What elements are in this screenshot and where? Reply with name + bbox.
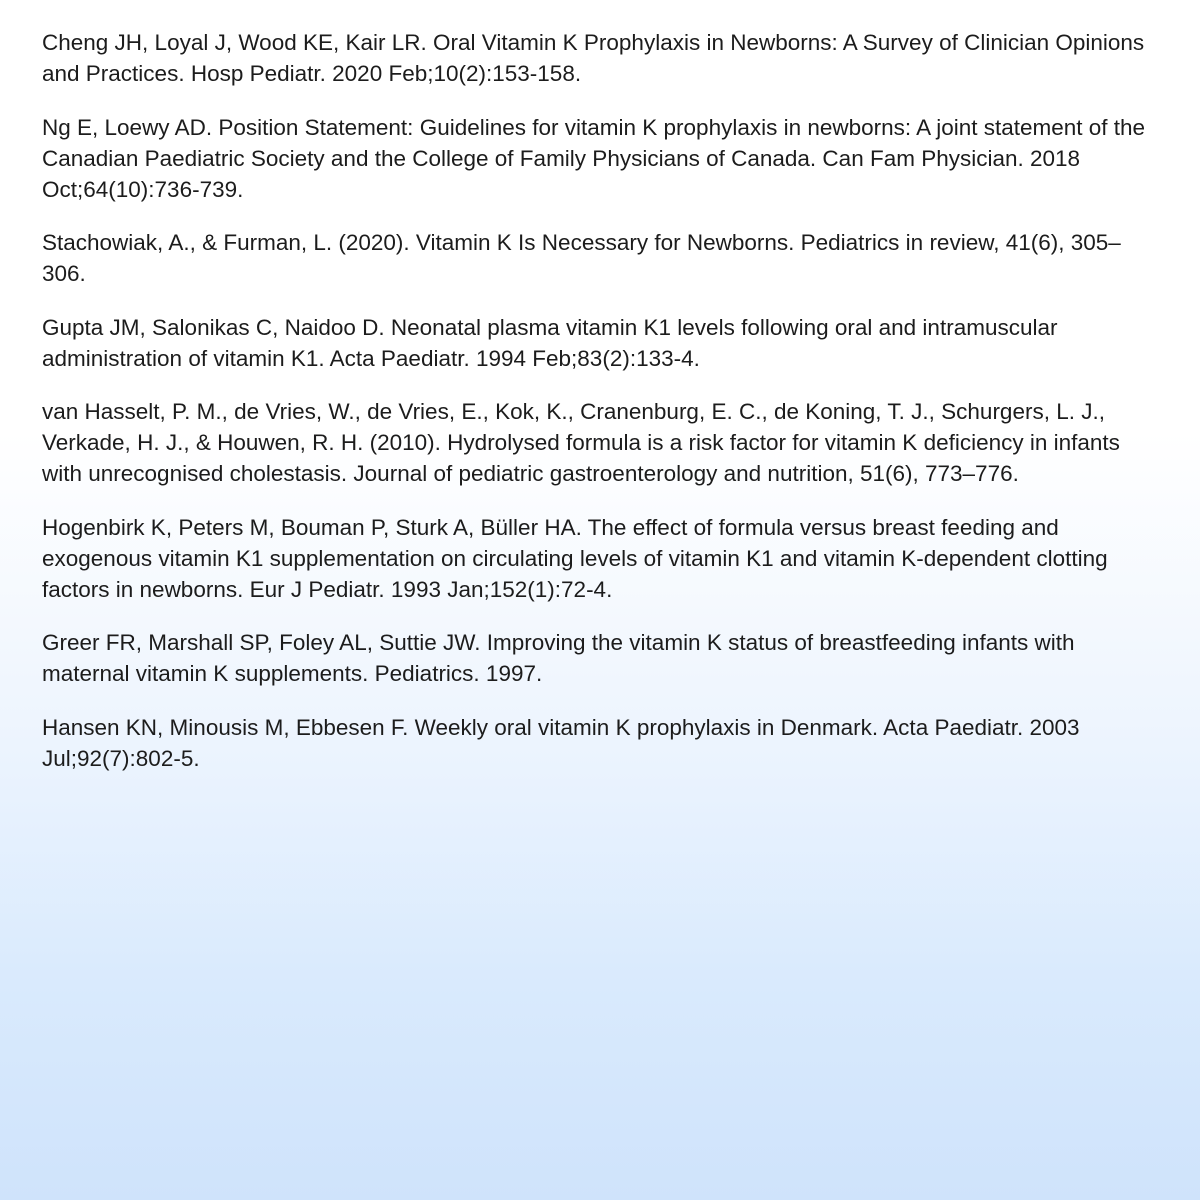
reference-item: Greer FR, Marshall SP, Foley AL, Suttie JW. Improving the vitamin K status of breastfeeding infants with maternal vitamin K supplements. Pediatrics. 1997. [42, 630, 1075, 686]
reference-item: Ng E, Loewy AD. Position Statement: Guidelines for vitamin K prophylaxis in newborns: A joint statement of the Canadian Paediatric Society and the College of Family Physicians of Canada. Can Fam Physician. 2018 Oct;64(10):736-739. [42, 114, 1146, 202]
reference-item: Cheng JH, Loyal J, Wood KE, Kair LR. Oral Vitamin K Prophylaxis in Newborns: A Survey of Clinician Opinions and Practices. Hosp Pediatr. 2020 Feb;10(2):153-158. [42, 30, 1145, 86]
reference-item: van Hasselt, P. M., de Vries, W., de Vries, E., Kok, K., Cranenburg, E. C., de Koning, T. J., Schurgers, L. J., Verkade, H. J., & Houwen, R. H. (2010). Hydrolysed formula is a risk factor for vitamin K deficiency in infants with unrecognised cholestasis. Journal of pediatric gastroenterology and nutrition, 51(6), 773–776. [42, 399, 1120, 486]
reference-item: Gupta JM, Salonikas C, Naidoo D. Neonatal plasma vitamin K1 levels following oral and intramuscular administration of vitamin K1. Acta Paediatr. 1994 Feb;83(2):133-4. [42, 314, 1058, 371]
reference-item: Hansen KN, Minousis M, Ebbesen F. Weekly oral vitamin K prophylaxis in Denmark. Acta Paediatr. 2003 Jul;92(7):802-5. [42, 714, 1080, 771]
reference-list [42, 27, 1162, 796]
reference-item: Stachowiak, A., & Furman, L. (2020). Vitamin K Is Necessary for Newborns. Pediatrics in review, 41(6), 305–306. [42, 230, 1121, 286]
reference-item: Hogenbirk K, Peters M, Bouman P, Sturk A, Büller HA. The effect of formula versus breast feeding and exogenous vitamin K1 supplementation on circulating levels of vitamin K1 and vitamin K-dependent clotting factors in newborns. Eur J Pediatr. 1993 Jan;152(1):72-4. [42, 514, 1108, 602]
